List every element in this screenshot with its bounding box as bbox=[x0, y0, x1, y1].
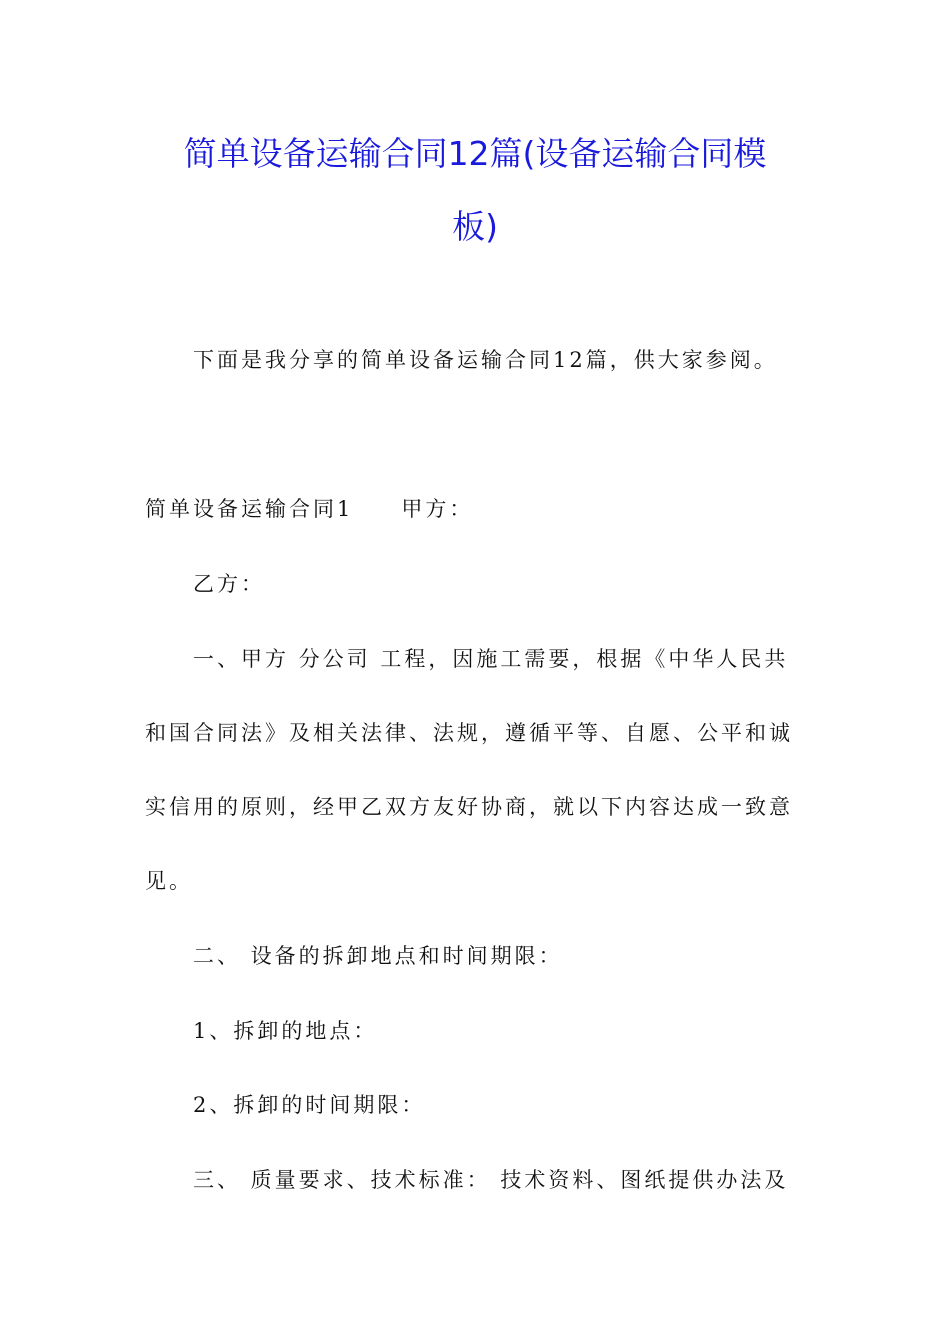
clause-1-line-1: 一、甲方 分公司 工程，因施工需要，根据《中华人民共 bbox=[193, 647, 789, 671]
intro-paragraph: 下面是我分享的简单设备运输合同12篇，供大家参阅。 bbox=[193, 348, 778, 372]
document-title-line-2: 板) bbox=[452, 207, 498, 246]
party-a-label: 甲方： bbox=[401, 497, 474, 521]
clause-2-item-2: 2、拆卸的时间期限： bbox=[193, 1093, 426, 1117]
party-b-label: 乙方： bbox=[193, 572, 265, 596]
clause-1-line-3: 实信用的原则，经甲乙双方友好协商，就以下内容达成一致意 bbox=[145, 795, 793, 819]
contract-heading-line bbox=[145, 495, 473, 523]
clause-1-line-2: 和国合同法》及相关法律、法规，遵循平等、自愿、公平和诚 bbox=[145, 721, 793, 745]
clause-2-item-1: 1、拆卸的地点： bbox=[193, 1019, 378, 1043]
clause-3: 三、 质量要求、技术标准： 技术资料、图纸提供办法及 bbox=[193, 1168, 789, 1192]
document-title-line-1: 简单设备运输合同12篇(设备运输合同模 bbox=[183, 134, 767, 173]
contract-heading: 简单设备运输合同1 bbox=[145, 497, 354, 521]
clause-2: 二、 设备的拆卸地点和时间期限： bbox=[193, 944, 563, 968]
clause-1-line-4: 见。 bbox=[145, 869, 193, 893]
